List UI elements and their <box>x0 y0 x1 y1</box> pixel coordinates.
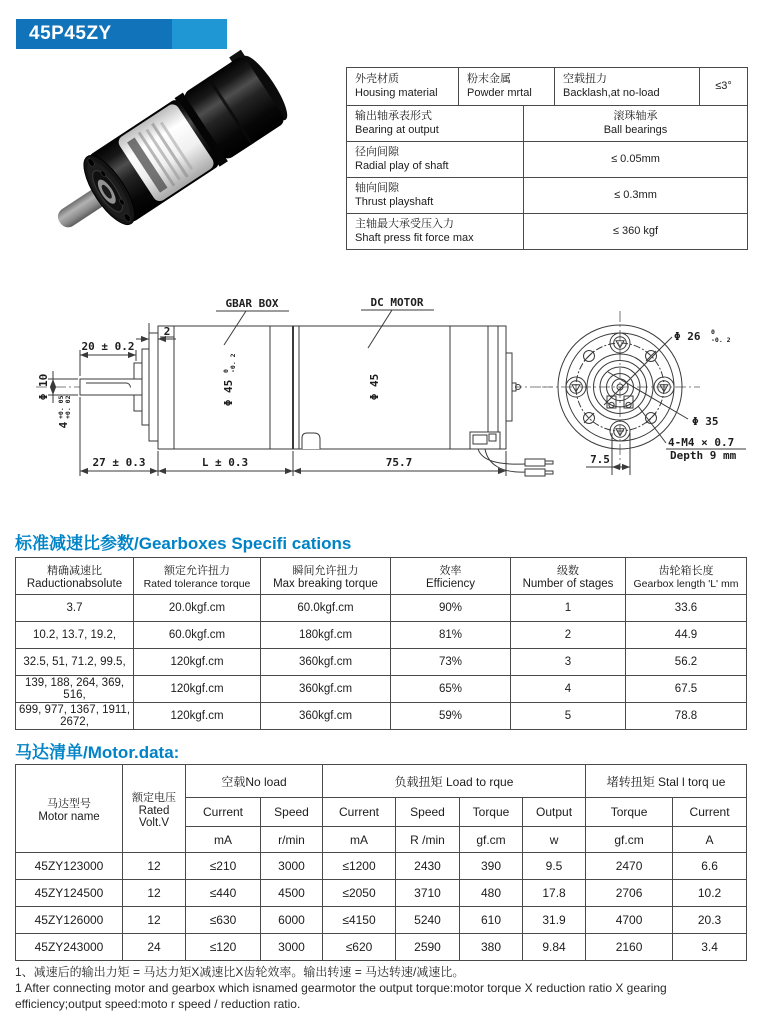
spec-table <box>346 67 748 250</box>
note-zh: 1、减速后的输出力矩 = 马达力矩X减速比X齿轮效率。输出转速 = 马达转速/减速比。 <box>15 965 465 979</box>
table-cell: 2590 <box>396 934 460 961</box>
table-row <box>16 622 747 649</box>
label: Rated tolerance torque <box>143 578 251 590</box>
column-header <box>626 558 747 595</box>
table-cell: 5 <box>511 703 626 730</box>
label: 空载扭力 <box>563 72 607 85</box>
table-cell: 4500 <box>261 880 323 907</box>
label: 效率 <box>439 565 462 577</box>
dim-shaft-tol: 4 <box>57 421 70 429</box>
value: ≤3° <box>715 79 732 92</box>
table-cell: 3 <box>511 649 626 676</box>
table-cell: 31.9 <box>523 907 586 934</box>
table-row <box>347 68 747 105</box>
table-cell: 9.5 <box>523 853 586 880</box>
label: Backlash,at no-load <box>563 86 660 99</box>
table-row <box>16 934 747 961</box>
table-cell: 73% <box>391 649 511 676</box>
table-cell: 2 <box>511 622 626 649</box>
dim-phi45-gearbox: Φ 45 <box>222 379 235 407</box>
value: 滚珠轴承 <box>613 109 658 122</box>
drawing-body <box>158 326 498 449</box>
table-cell <box>347 214 523 249</box>
unit-label: A <box>673 827 747 853</box>
label: Raductionabsolute <box>26 578 123 590</box>
table-cell: 45ZY126000 <box>16 907 123 934</box>
table-cell: 3000 <box>261 853 323 880</box>
table-cell: 360kgf.cm <box>261 676 391 703</box>
label: 齿轮箱长度 <box>658 565 714 577</box>
unit-label: mA <box>186 827 261 853</box>
motor-section-title: 马达清单/Motor.data: <box>15 743 180 762</box>
table-cell <box>523 214 747 249</box>
table-cell: 6.6 <box>673 853 747 880</box>
table-cell: 139, 188, 264, 369, 516, <box>16 676 134 703</box>
table-cell: 3000 <box>261 934 323 961</box>
table-header-row <box>16 558 747 595</box>
table-cell: 2706 <box>586 880 673 907</box>
column-header: Torque <box>586 798 673 827</box>
table-cell: 2160 <box>586 934 673 961</box>
group-header-load: 负载扭矩 Load to rque <box>323 765 586 798</box>
label: Efficiency <box>425 578 475 590</box>
table-cell: ≤630 <box>186 907 261 934</box>
dim-shaft-tol-sub: +0. 02 <box>64 395 72 419</box>
table-cell <box>554 68 699 105</box>
dim-phi45-motor: Φ 45 <box>368 373 381 401</box>
table-cell: ≤2050 <box>323 880 396 907</box>
dim-phi45-sup: 0 <box>222 369 230 373</box>
table-cell: 360kgf.cm <box>261 703 391 730</box>
table-cell: 45ZY124500 <box>16 880 123 907</box>
table-cell: 81% <box>391 622 511 649</box>
motor-photo-group <box>35 45 295 257</box>
label: Number of stages <box>522 578 614 590</box>
model-number: 45P45ZY <box>29 23 112 44</box>
table-cell: ≤4150 <box>323 907 396 934</box>
label: Bearing at output <box>355 123 439 136</box>
value: Ball bearings <box>603 123 668 136</box>
column-header: Current <box>323 798 396 827</box>
column-header <box>261 558 391 595</box>
dim-7-5: 7.5 <box>590 453 610 466</box>
table-cell: 65% <box>391 676 511 703</box>
table-row <box>16 703 747 730</box>
table-cell: 180kgf.cm <box>261 622 391 649</box>
motor-data-table <box>15 764 747 961</box>
table-cell: 5240 <box>396 907 460 934</box>
end-view <box>542 311 746 475</box>
label: 主轴最大承受压入力 <box>355 217 454 230</box>
table-cell <box>523 178 747 213</box>
table-cell: 45ZY123000 <box>16 853 123 880</box>
table-cell: 699, 977, 1367, 1911, 2672, <box>16 703 134 730</box>
table-cell: 17.8 <box>523 880 586 907</box>
table-cell <box>523 106 747 141</box>
label: Volt.V <box>138 816 170 829</box>
table-cell: 90% <box>391 595 511 622</box>
note-en: 1 After connecting motor and gearbox which isnamed gearmotor the output torque:motor torque X reduction ratio X gearing efficiency;output speed:moto r speed / reduction ratio. <box>15 981 667 1012</box>
table-cell <box>347 106 523 141</box>
label: Rated <box>138 804 170 817</box>
label: 额定电压 <box>132 791 176 804</box>
value: 粉末金属 <box>467 72 511 85</box>
column-header <box>391 558 511 595</box>
column-header <box>16 765 123 853</box>
table-cell: 10.2, 13.7, 19.2, <box>16 622 134 649</box>
column-header: Output <box>523 798 586 827</box>
table-cell <box>699 68 747 105</box>
table-cell: ≤620 <box>323 934 396 961</box>
label: Gearbox length 'L' mm <box>633 578 739 590</box>
column-header <box>511 558 626 595</box>
column-header <box>16 558 134 595</box>
table-row <box>347 213 747 249</box>
table-cell: 610 <box>460 907 523 934</box>
table-row <box>16 676 747 703</box>
table-cell: 3.7 <box>16 595 134 622</box>
table-cell: 12 <box>123 853 186 880</box>
table-cell: 56.2 <box>626 649 747 676</box>
table-cell: 20.0kgf.cm <box>134 595 261 622</box>
dim-75-7: 75.7 <box>385 456 413 469</box>
table-cell: ≤210 <box>186 853 261 880</box>
label: Thrust playshaft <box>355 195 434 208</box>
table-cell <box>523 142 747 177</box>
column-header: Current <box>673 798 747 827</box>
table-row <box>347 177 747 213</box>
table-cell: 33.6 <box>626 595 747 622</box>
table-cell: 24 <box>123 934 186 961</box>
table-cell: 9.84 <box>523 934 586 961</box>
table-cell: 120kgf.cm <box>134 703 261 730</box>
value: Powder mrtal <box>467 86 532 99</box>
table-row <box>347 105 747 141</box>
dim-depth: Depth 9 mm <box>670 449 737 462</box>
table-cell: 3710 <box>396 880 460 907</box>
label: Housing material <box>355 86 438 99</box>
dim-phi26-sub: -0. 2 <box>711 336 731 344</box>
table-cell: ≤1200 <box>323 853 396 880</box>
dim-m4: 4-M4 × 0.7 <box>668 436 735 449</box>
table-cell: 12 <box>123 880 186 907</box>
table-cell: 10.2 <box>673 880 747 907</box>
column-header: Current <box>186 798 261 827</box>
dim-phi26: Φ 26 <box>674 330 701 343</box>
label: 外壳材质 <box>355 72 399 85</box>
dim-2: 2 <box>163 325 171 338</box>
unit-label: R /min <box>396 827 460 853</box>
table-cell <box>347 178 523 213</box>
column-header <box>134 558 261 595</box>
table-cell: 2470 <box>586 853 673 880</box>
table-cell: 120kgf.cm <box>134 676 261 703</box>
table-cell: 4 <box>511 676 626 703</box>
unit-label: w <box>523 827 586 853</box>
value: ≤ 0.05mm <box>611 152 660 165</box>
gearbox-section-title: 标准减速比参数/Gearboxes Specifi cations <box>15 534 352 553</box>
table-cell: 6000 <box>261 907 323 934</box>
dim-shaft-tol-sup: +0. 05 <box>57 395 65 419</box>
label: Shaft press fit force max <box>355 231 474 244</box>
table-header-row <box>16 765 747 798</box>
table-cell: 20.3 <box>673 907 747 934</box>
table-cell: 32.5, 51, 71.2, 99.5, <box>16 649 134 676</box>
table-cell: 120kgf.cm <box>134 649 261 676</box>
label: Motor name <box>38 810 100 823</box>
table-cell <box>458 68 554 105</box>
dim-27: 27 ± 0.3 <box>92 456 146 469</box>
label: 瞬间允许扭力 <box>292 565 359 577</box>
table-row <box>16 853 747 880</box>
label: 输出轴承表形式 <box>355 109 432 122</box>
label: 径向间隙 <box>355 145 399 158</box>
table-cell: 360kgf.cm <box>261 649 391 676</box>
table-cell: 78.8 <box>626 703 747 730</box>
motor-photo <box>30 45 365 305</box>
label: 精确减速比 <box>47 565 102 577</box>
table-cell: 60.0kgf.cm <box>261 595 391 622</box>
label: 马达型号 <box>47 797 91 810</box>
gear-box-label: GBAR BOX <box>225 297 279 310</box>
unit-label: gf.cm <box>586 827 673 853</box>
label: Max breaking torque <box>273 578 378 590</box>
dim-phi26-sup: 0 <box>711 328 715 336</box>
column-header: Torque <box>460 798 523 827</box>
table-row <box>16 649 747 676</box>
dc-motor-label: DC MOTOR <box>370 296 424 309</box>
label: 额定允许扭力 <box>164 565 230 577</box>
table-cell: 59% <box>391 703 511 730</box>
column-header <box>123 765 186 853</box>
label: Radial play of shaft <box>355 159 449 172</box>
table-cell: 1 <box>511 595 626 622</box>
dim-phi35: Φ 35 <box>692 415 719 428</box>
column-header: Speed <box>396 798 460 827</box>
drawing-shaft <box>80 379 142 395</box>
table-cell: 12 <box>123 907 186 934</box>
table-row <box>16 595 747 622</box>
table-cell <box>347 68 458 105</box>
technical-drawing <box>8 293 753 525</box>
table-cell: 2430 <box>396 853 460 880</box>
table-cell: 67.5 <box>626 676 747 703</box>
table-cell: 3.4 <box>673 934 747 961</box>
table-cell: 45ZY243000 <box>16 934 123 961</box>
table-row <box>16 907 747 934</box>
table-row <box>347 141 747 177</box>
table-cell: 390 <box>460 853 523 880</box>
dim-20: 20 ± 0.2 <box>81 340 135 353</box>
unit-label: r/min <box>261 827 323 853</box>
value: ≤ 0.3mm <box>614 188 657 201</box>
label: 轴向间隙 <box>355 181 399 194</box>
dim-phi10: Φ 10 <box>37 373 50 401</box>
table-cell: 380 <box>460 934 523 961</box>
table-cell: ≤120 <box>186 934 261 961</box>
table-row <box>16 880 747 907</box>
table-cell: 480 <box>460 880 523 907</box>
table-cell: 44.9 <box>626 622 747 649</box>
table-cell <box>347 142 523 177</box>
table-cell: 4700 <box>586 907 673 934</box>
footnotes <box>15 964 747 1013</box>
table-cell: 60.0kgf.cm <box>134 622 261 649</box>
column-header: Speed <box>261 798 323 827</box>
dim-L: L ± 0.3 <box>201 456 249 469</box>
group-header-stall: 堵转扭矩 Stal l torq ue <box>586 765 747 798</box>
dim-phi45-sub: -0. 2 <box>229 353 237 373</box>
unit-label: mA <box>323 827 396 853</box>
value: ≤ 360 kgf <box>612 224 659 237</box>
table-cell: ≤440 <box>186 880 261 907</box>
group-header-no-load: 空载No load <box>186 765 323 798</box>
label: 级数 <box>557 565 579 577</box>
unit-label: gf.cm <box>460 827 523 853</box>
gearbox-table <box>15 557 747 730</box>
